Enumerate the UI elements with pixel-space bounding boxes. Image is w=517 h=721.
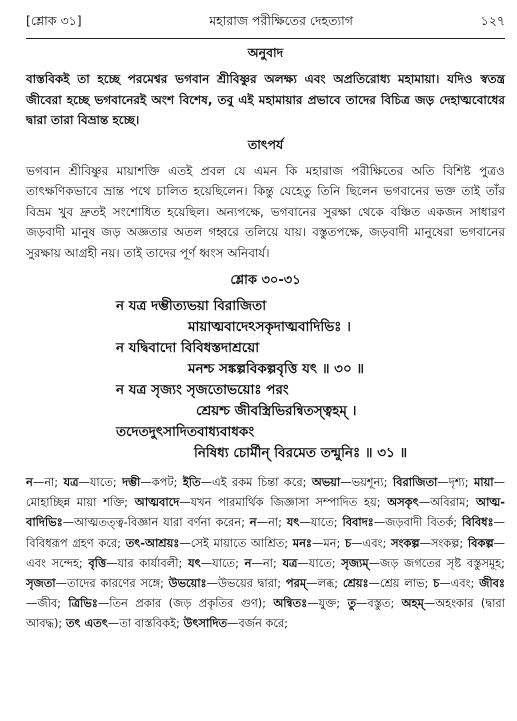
synonym-meaning: —জড়বাদী বিতর্ক; [373, 515, 462, 530]
header-chapter-title: মহারাজ পরীক্ষিতের দেহত্যাগ [209, 13, 353, 28]
synonym-word: যত্র [282, 555, 298, 570]
synonym-meaning: —যার কার্যাবলী; [106, 555, 189, 570]
synonym-meaning: —বর্জন করে; [227, 616, 289, 631]
synonym-meaning: —সংকল্প; [419, 535, 468, 550]
synonym-meaning: —তিন প্রকার (জড় প্রকৃতির গুণ); [97, 596, 274, 611]
verse-heading: শ্লোক ৩০-৩১ [230, 273, 301, 288]
synonym-meaning: —যখন পারমার্থিক জিজ্ঞাসা সম্পাদিত হয়; [179, 495, 388, 510]
verse-line: তদেতদুৎসাদিতবাধ্যবাধকং [116, 424, 255, 440]
synonym-meaning: —এবং সন্দেহ; [26, 535, 505, 570]
verse-line: শ্রেয়শ্চ জীবস্ত্রিভিরন্বিতস্ত্বহম্ । [196, 403, 357, 419]
synonym-word: বৃত্তি [88, 555, 107, 570]
synonym-word: উৎসাদিত [183, 616, 228, 631]
synonym-meaning: —যাতে; [78, 475, 123, 489]
synonym-meaning: —যাতে; [299, 515, 343, 530]
synonym-meaning: —জড় জগতের সৃষ্ট বস্তুসমূহ; [368, 555, 505, 570]
synonym-word: ন [249, 515, 257, 530]
translation-heading: অনুবাদ [247, 45, 284, 60]
synonym-word: যৎ [286, 515, 300, 530]
synonym-meaning: —জীব; [26, 596, 69, 611]
synonym-word: উভয়োঃ [168, 576, 207, 591]
synonym-meaning: —শ্রেয় লাভ; [368, 576, 434, 591]
synonym-word: অহম্ [401, 596, 424, 611]
synonym-word: সৃজতা [26, 576, 56, 591]
synonym-word: সৃজ্যম্ [341, 555, 369, 570]
synonym-meaning: —তা বাস্তবিকই; [107, 616, 184, 631]
synonym-meaning: —অহংকার (দ্বারা আবদ্ধ); [26, 596, 506, 631]
synonym-meaning: —ভয়শূন্য; [340, 475, 393, 489]
synonym-meaning: —কপট; [140, 475, 183, 489]
synonym-word: বিরাজিতা [392, 475, 438, 489]
synonym-word: চ [344, 535, 352, 550]
header-page-number: ১২৭ [480, 13, 505, 28]
synonym-word: যত্র [63, 475, 79, 489]
synonym-word: মনঃ [292, 535, 312, 550]
synonym-word: ইতি [182, 475, 201, 489]
synonym-word: আত্ম-বাদিভিঃ [26, 495, 505, 530]
synonym-meaning: —এবং; [351, 535, 391, 550]
synonym-meaning: —উভয়ের দ্বারা; [206, 576, 286, 591]
verse-line: ন যদ্বিবাদো বিবিধস্তদাশ্রয়ো [116, 340, 260, 356]
synonym-meaning: —বিবিধরূপ গ্রহণ করে; [26, 515, 506, 550]
synonym-meaning: —সেই মায়াতে আশ্রিত; [179, 535, 293, 550]
verse-line: ন যত্র সৃজ্যং সৃজতোভয়োঃ পরং [116, 382, 289, 398]
synonym-meaning: —তাদের কারণের সঙ্গে; [55, 576, 169, 591]
verse-line: নিষিধ্য চোর্মীন্ বিরমেত তন্মুনিঃ ॥ ৩১ ॥ [194, 445, 408, 461]
synonym-word: বিবাদঃ [342, 515, 374, 530]
verse-line: ন যত্র দম্ভীত্যভয়া বিরাজিতা [116, 298, 267, 314]
synonym-meaning: —লব্ধ; [306, 576, 343, 591]
synonym-meaning: —দৃশ্য; [437, 475, 474, 489]
synonym-meaning: —আত্মতত্ত্ব-বিজ্ঞান যারা বর্ণনা করেন; [62, 515, 250, 530]
header-verse-ref: [শ্লোক ৩১] [26, 13, 82, 28]
synonym-meaning: —যুক্ত; [307, 596, 348, 611]
synonym-word: ন [244, 555, 252, 570]
synonym-meaning: —যাতে; [200, 555, 245, 570]
purport-heading: তাৎপর্য [247, 136, 284, 152]
synonym-word: তৎ-আশ্রয়ঃ [125, 535, 180, 550]
synonym-meaning: —মন; [311, 535, 345, 550]
synonym-meaning: —বস্তুত; [355, 596, 402, 611]
synonym-word: পরম্ [285, 576, 307, 591]
synonym-word: তৎ এতৎ [65, 616, 108, 631]
synonym-word: ত্রিভিঃ [68, 596, 98, 611]
synonym-word: দম্ভী [122, 475, 141, 489]
synonym-word: বিবিধঃ [461, 515, 494, 530]
synonym-word: ন [26, 475, 33, 489]
synonym-word: মায়া [473, 475, 494, 489]
synonym-word: চ [433, 576, 440, 591]
synonym-word: অন্বিতঃ [273, 596, 308, 611]
synonym-word: যৎ [188, 555, 201, 570]
synonym-word: আত্মবাদে [134, 495, 180, 510]
synonym-word: তু [347, 596, 356, 611]
synonym-meaning: —না; [32, 475, 64, 489]
synonym-meaning: —যাতে; [297, 555, 342, 570]
synonym-meaning: —এবং; [439, 576, 480, 591]
synonym-word: শ্রেয়ঃ [342, 576, 369, 591]
verse-line: মায়াত্মবাদেঽসকৃদাত্মবাদিভিঃ । [188, 319, 351, 335]
synonym-word: অসকৃৎ [387, 495, 419, 510]
synonym-word: সংকল্প [390, 535, 420, 550]
translation-text: বাস্তবিকই তা হচ্ছে পরমেশ্বর ভগবান শ্রীবিষ্ণুর অলক্ষ্য এবং অপ্রতিরোধ্য মহামায়া। যদিও স্বতন্ত্র জীবেরা হচ্ছে ভগবানেরই অংশ বিশেষ, তবু এই মহামায়ার প্রভাবে তাদের বিচিত্র জড় দেহাত্মবোধের দ্বারা তারা বিভ্রান্ত হচ্ছে। [26, 72, 505, 127]
page-header [26, 0, 505, 39]
synonym-word: বিকল্প [467, 535, 494, 550]
synonym-meaning: —না; [251, 555, 283, 570]
synonym-word: অভয়া [311, 475, 341, 489]
purport-text: ভগবান শ্রীবিষ্ণুর মায়াশক্তি এতই প্রবল যে এমন কি মহারাজ পরীক্ষিতের অতি বিশিষ্ট পুত্রও তাৎক্ষণিকভাবে ভ্রান্ত পথে চালিত হয়েছিলেন। কিন্তু যেহেতু তিনি ছিলেন ভগবানের ভক্ত তাই তাঁর বিভ্রম খুব দ্রুতই সংশোধিত হয়েছিল। অন্যপক্ষে, ভগবানের সুরক্ষা থেকে বঞ্চিত একজন সাধারণ জড়বাদী মানুষ জড় অজ্ঞতার অতল গহ্বরে তলিয়ে যায়। বস্তুতপক্ষে, জড়বাদী মানুষেরা ভগবানের সুরক্ষায় আগ্রহী নয়। তাই তাদের পূর্ণ ধ্বংস অনিবার্য। [26, 163, 505, 260]
verse-line: মনশ্চ সঙ্কল্পবিকল্পবৃত্তি যৎ ॥ ৩০ ॥ [188, 361, 365, 377]
synonym-meaning: —না; [256, 515, 287, 530]
synonym-meaning: —অবিরাম; [418, 495, 476, 510]
word-for-word-synonyms [26, 472, 505, 634]
synonym-meaning: —মোহাচ্ছিন্ন মায়া শক্তি; [26, 475, 506, 510]
synonym-word: জীবঃ [479, 576, 505, 591]
verse-block [26, 296, 505, 464]
synonym-meaning: —এই রকম চিন্তা করে; [200, 475, 312, 489]
